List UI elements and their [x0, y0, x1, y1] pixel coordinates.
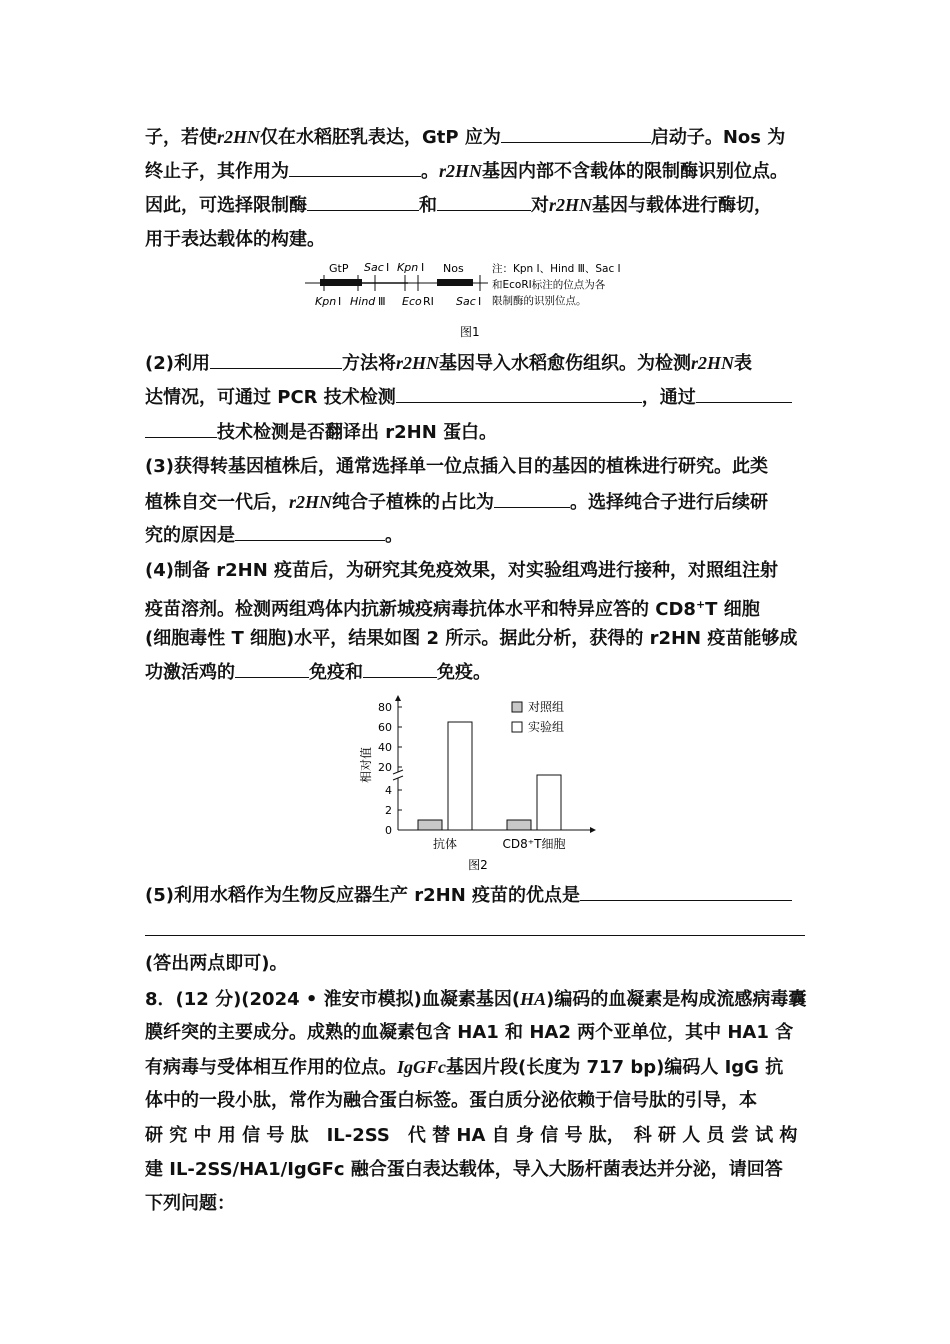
svg-text:RⅠ: RⅠ: [423, 295, 434, 308]
text-line: 子，若使r2HN仅在水稻胚乳表达，GtP 应为 启动子。Nos 为: [145, 127, 786, 148]
y-axis-arrow: [395, 695, 401, 701]
answer-blank[interactable]: [437, 194, 531, 211]
bar-control: [418, 820, 442, 830]
legend-swatch: [512, 702, 522, 712]
svg-text:Ⅰ: Ⅰ: [421, 261, 425, 274]
figure-2-caption: 图2: [468, 858, 488, 872]
bar-experiment: [537, 775, 561, 830]
text-line: 8．(12 分)(2024 • 淮安市模拟)血凝素基因(HA)编码的血凝素是构成流感病毒囊: [145, 989, 807, 1010]
nos-label: Nos: [443, 262, 464, 275]
y-tick-label: 20: [378, 761, 392, 774]
text-line: 建 IL-2SS/HA1/IgGFc 融合蛋白表达载体，导入大肠杆菌表达并分泌，请回答: [145, 1159, 783, 1180]
legend-label: 对照组: [528, 700, 565, 714]
legend-label: 实验组: [528, 720, 565, 734]
gtp-block: [320, 279, 362, 286]
text-line: 技术检测是否翻译出 r2HN 蛋白。: [145, 421, 497, 445]
text-line: 达情况，可通过 PCR 技术检测 ，通过: [145, 386, 792, 410]
figure-1-caption: 图1: [460, 325, 480, 339]
figure-note: 和EcoRⅠ标注的位点为各: [492, 279, 606, 291]
text-line: 体中的一段小肽，常作为融合蛋白标签。蛋白质分泌依赖于信号肽的引导，本: [145, 1090, 757, 1111]
y-tick-label: 80: [378, 701, 392, 714]
figure-note: 注：Kpn Ⅰ、Hind Ⅲ、Sac Ⅰ: [492, 263, 621, 275]
svg-text:Ⅰ: Ⅰ: [478, 295, 482, 308]
y-tick-label: 60: [378, 721, 392, 734]
kpn-label-top: Kpn: [397, 261, 419, 274]
text-line: 研 究 中 用 信 号 肽 IL-2SS 代 替 HA 自 身 信 号 肽， 科 研 人 员 尝 试 构: [145, 1125, 798, 1146]
x-axis-arrow: [590, 827, 596, 833]
answer-blank[interactable]: [696, 386, 792, 403]
answer-blank[interactable]: [145, 421, 217, 438]
nos-block: [437, 279, 473, 286]
svg-text:Ⅰ: Ⅰ: [386, 261, 390, 274]
bar-control: [507, 820, 531, 830]
text-line: 究的原因是 。: [145, 525, 403, 546]
svg-text:Ⅲ: Ⅲ: [378, 295, 386, 308]
text-line: (细胞毒性 T 细胞)水平，结果如图 2 所示。据此分析，获得的 r2HN 疫苗能够成: [145, 628, 798, 649]
answer-blank[interactable]: [289, 160, 421, 177]
answer-blank[interactable]: [396, 386, 642, 403]
svg-text:Ⅰ: Ⅰ: [338, 295, 342, 308]
x-category-label: 抗体: [432, 837, 458, 851]
text-line: (2)利用 方法将r2HN基因导入水稻愈伤组织。为检测r2HN表: [145, 353, 753, 374]
answer-blank[interactable]: [501, 126, 651, 143]
answer-blank[interactable]: [235, 524, 385, 541]
text-line: (3)获得转基因植株后，通常选择单一位点插入目的基因的植株进行研究。此类: [145, 456, 768, 477]
text-line: 有病毒与受体相互作用的位点。IgGFc基因片段(长度为 717 bp)编码人 IgG 抗: [145, 1057, 784, 1078]
text-line: 下列问题：: [145, 1193, 235, 1214]
y-tick-label: 2: [385, 804, 392, 817]
text-line: 疫苗溶剂。检测两组鸡体内抗新城疫病毒抗体水平和特异应答的 CD8+T 细胞: [145, 598, 760, 620]
text-line: 因此，可选择限制酶 和 对r2HN基因与载体进行酶切，: [145, 195, 773, 216]
figure-note: 限制酶的识别位点。: [492, 295, 587, 307]
figure-2-bar-chart: [350, 695, 610, 875]
axis-break-mark: [393, 770, 403, 780]
eco-label: Eco: [402, 295, 422, 308]
answer-blank[interactable]: [494, 491, 570, 508]
text-line: 终止子，其作用为 。r2HN基因内部不含载体的限制酶识别位点。: [145, 161, 789, 182]
x-category-label: CD8⁺T细胞: [502, 837, 566, 851]
text-line: (4)制备 r2HN 疫苗后，为研究其免疫效果，对实验组鸡进行接种，对照组注射: [145, 560, 779, 581]
answer-line-full[interactable]: [145, 935, 805, 936]
kpn-label-bottom: Kpn: [315, 295, 337, 308]
answer-blank[interactable]: [363, 661, 437, 678]
sac-label-top: Sac: [364, 261, 384, 274]
y-tick-label: 4: [385, 784, 392, 797]
text-line: 植株自交一代后，r2HN纯合子植株的占比为 。选择纯合子进行后续研: [145, 492, 769, 513]
y-tick-label: 0: [385, 824, 392, 837]
sac-label-bottom: Sac: [456, 295, 476, 308]
text-line: 用于表达载体的构建。: [145, 229, 325, 250]
bar-experiment: [448, 722, 472, 830]
answer-blank[interactable]: [210, 352, 342, 369]
y-tick-label: 40: [378, 741, 392, 754]
gtp-label: GtP: [329, 262, 349, 275]
answer-blank[interactable]: [580, 884, 792, 901]
text-line: (答出两点即可)。: [145, 953, 288, 974]
answer-blank[interactable]: [235, 661, 309, 678]
answer-blank[interactable]: [307, 194, 419, 211]
text-line: 功激活鸡的 免疫和 免疫。: [145, 662, 491, 683]
hind-label: Hind: [350, 295, 376, 308]
text-line: 膜纤突的主要成分。成熟的血凝素包含 HA1 和 HA2 两个亚单位，其中 HA1 含: [145, 1022, 794, 1043]
y-axis-label: 相对值: [359, 746, 373, 784]
figure-1-vector-diagram: [300, 258, 660, 344]
legend-swatch: [512, 722, 522, 732]
text-line: (5)利用水稻作为生物反应器生产 r2HN 疫苗的优点是: [145, 884, 792, 908]
